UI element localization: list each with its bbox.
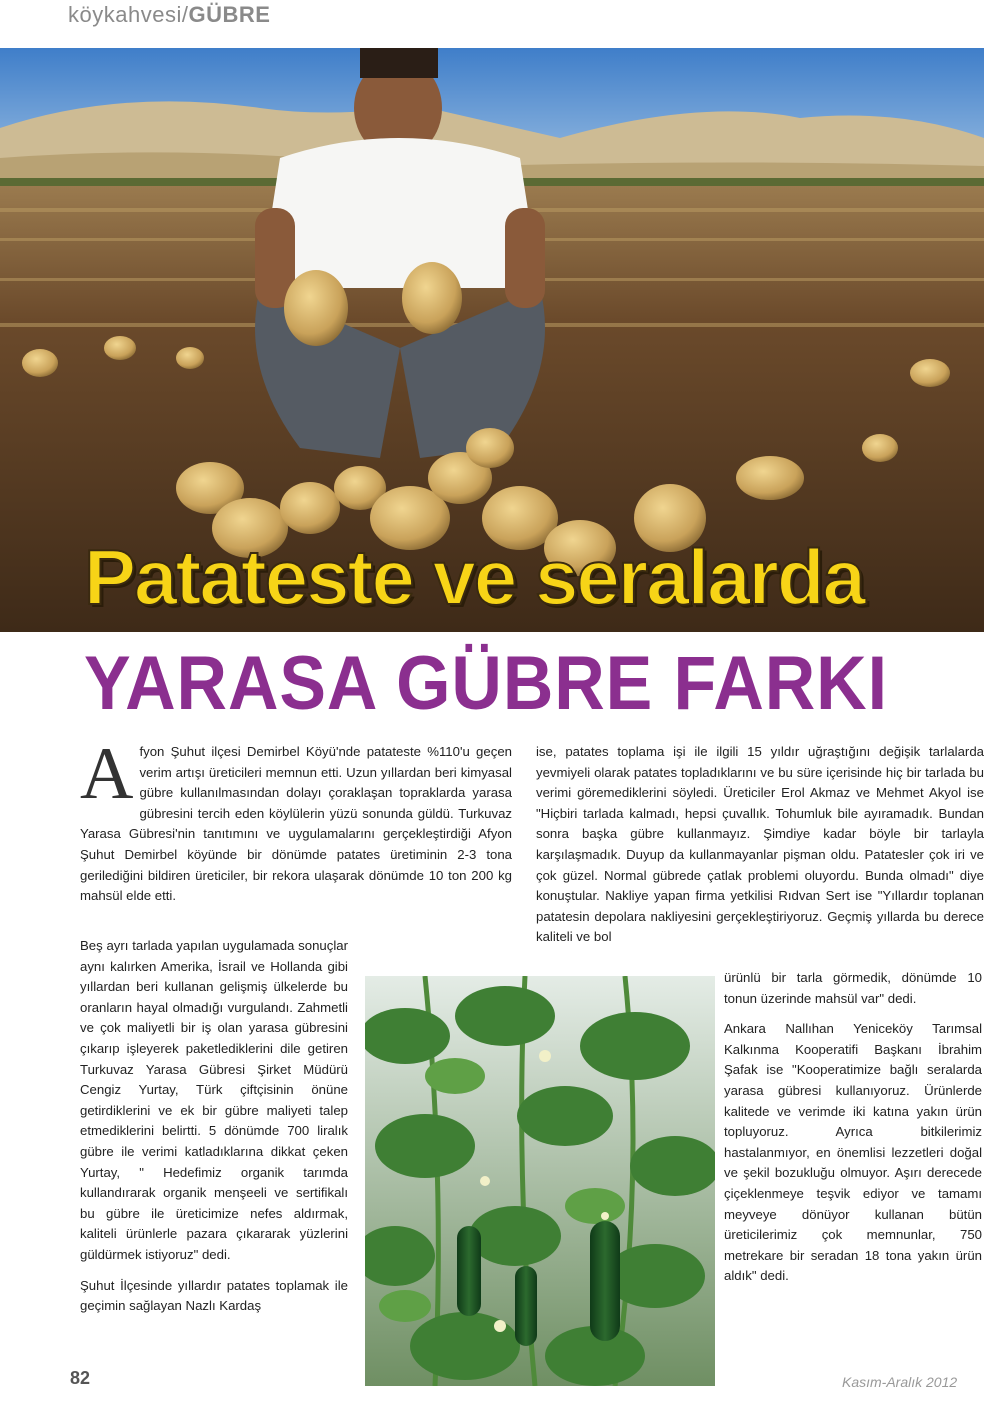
article-paragraph: ürünlü bir tarla görmedik, dönümde 10 tonun üzerinde mahsül var" dedi. <box>724 970 982 1006</box>
article-paragraph: Ankara Nallıhan Yeniceköy Tarımsal Kalkınma Kooperatifi Başkanı İbrahim Şafak ise "Kooperatimize bağlı seralarda yarasa gübresi kullanıyoruz. Ürünlerde kalitede ve verimde iki katına yakın ürün topluyoruz. Ayrıca bitkilerimiz hastalanmıyor, en önemlisi lezzetleri doğal ve şekil bozukluğu olmuyor. Aşırı derecede çiçeklenmeye teşvik ediyor ve tamamı meyveye dönüyor kullanan bütün üreticilerimiz çok memnunlar, 750 metrekare bir seradan 18 tona yakın ürün aldık" dedi. <box>724 1021 982 1284</box>
article-column-right <box>724 968 982 1297</box>
article-paragraph: Beş ayrı tarlada yapılan uygulamada sonuçlar aynı kalırken Amerika, İsrail ve Hollanda gibi yıllardan beri kullanan gelişmiş ülkelerde bu oranların hayal olmadığı vurgulandı. Zahmetli ve çok maliyetli bir iş olan yarasa gübresini çıkarıp işleyerek paketlediklerini dile getiren Turkuvaz Yarasa Gübresi Şirket Müdürü Cengiz Yurtay, Türk çiftçisinin önüne getirdiklerini ve ek bir gübre maliyeti talep etmediklerini belirtti. 5 dönümde 700 liralık gübre ile verimi katladıklarına dikkat çeken Yurtay, " Hedefimiz organik tarımda kullandırarak organik menşeeli ve sertifikalı bu gübre ile üreticimize nefes aldırmak, kaliteli ürünlerle pazara çıkararak yüzlerini güldürmek istiyoruz" dedi. <box>80 938 348 1262</box>
article-column-right-top <box>536 742 984 948</box>
headline-line-2: YARASA GÜBRE FARKI <box>84 641 888 726</box>
greenhouse-cucumber-photo <box>365 976 715 1386</box>
section-header <box>68 2 270 28</box>
article-column-left-top <box>80 733 512 917</box>
article-paragraph: Şuhut İlçesinde yıllardır patates toplamak ile geçimin sağlayan Nazlı Kardaş <box>80 1277 348 1314</box>
section-label: köykahvesi/ <box>68 2 189 27</box>
page-number: 82 <box>70 1368 91 1388</box>
article-paragraph: fyon Şuhut ilçesi Demirbel Köyü'nde patateste %110'u geçen verim artışı üreticileri memnun etti. Uzun yıllardan beri kimyasal gübre kullanılmasından dolayı çoraklaşan topraklarda yarasa gübresini tercih eden köylülerin yüzü sonunda güldü. Turkuvaz Yarasa Gübresi'nin tanıtımını ve uygulamalarını gerçekleştirdiği Afyon Şuhut Demirbel köyünde bir dönümde patates üretiminin 2-3 tona gerilediğini bildiren üreticiler, bir rekora ulaşarak dönümde 10 ton 200 kg mahsül elde etti. <box>80 744 512 904</box>
article-paragraph: ise, patates toplama işi ile ilgili 15 yıldır uğraştığını değişik tarlalarda yevmiyeli olarak patates topladıklarını ve bu süre içerisinde hiç bir tarlada bu verimi göremediklerini söyledi. Üreticiler Erol Akmaz ve Mehmet Akyol ise "Hiçbiri tarlada kalmadı, hepsi çuvallık. Tohumluk bile ayıramadık. Bundan sonra başka gübre kullanmayız. Şimdiye kadar böyle bir tarlayla karşılaşmadık. Duyup da kullanmayanlar pişman oldu. Patatesler çok iri ve çok güzel. Normal gübrede çatlak problemi oluyordu. Bunda olmadı" diye konuştular. Nakliye yapan firma yetkilisi Rıdvan Sert ise "Yıllardır toplanan patatesin depolara nakliyesini gerçekleştiriyoruz. Geçmiş yıllarda bu derece kaliteli ve bol <box>536 744 984 945</box>
headline-line-1: Patateste ve seralarda <box>84 533 864 621</box>
drop-cap: A <box>80 733 134 815</box>
article-column-left <box>80 936 348 1327</box>
issue-date: Kasım-Aralık 2012 <box>842 1374 958 1390</box>
category-label: GÜBRE <box>188 2 271 27</box>
